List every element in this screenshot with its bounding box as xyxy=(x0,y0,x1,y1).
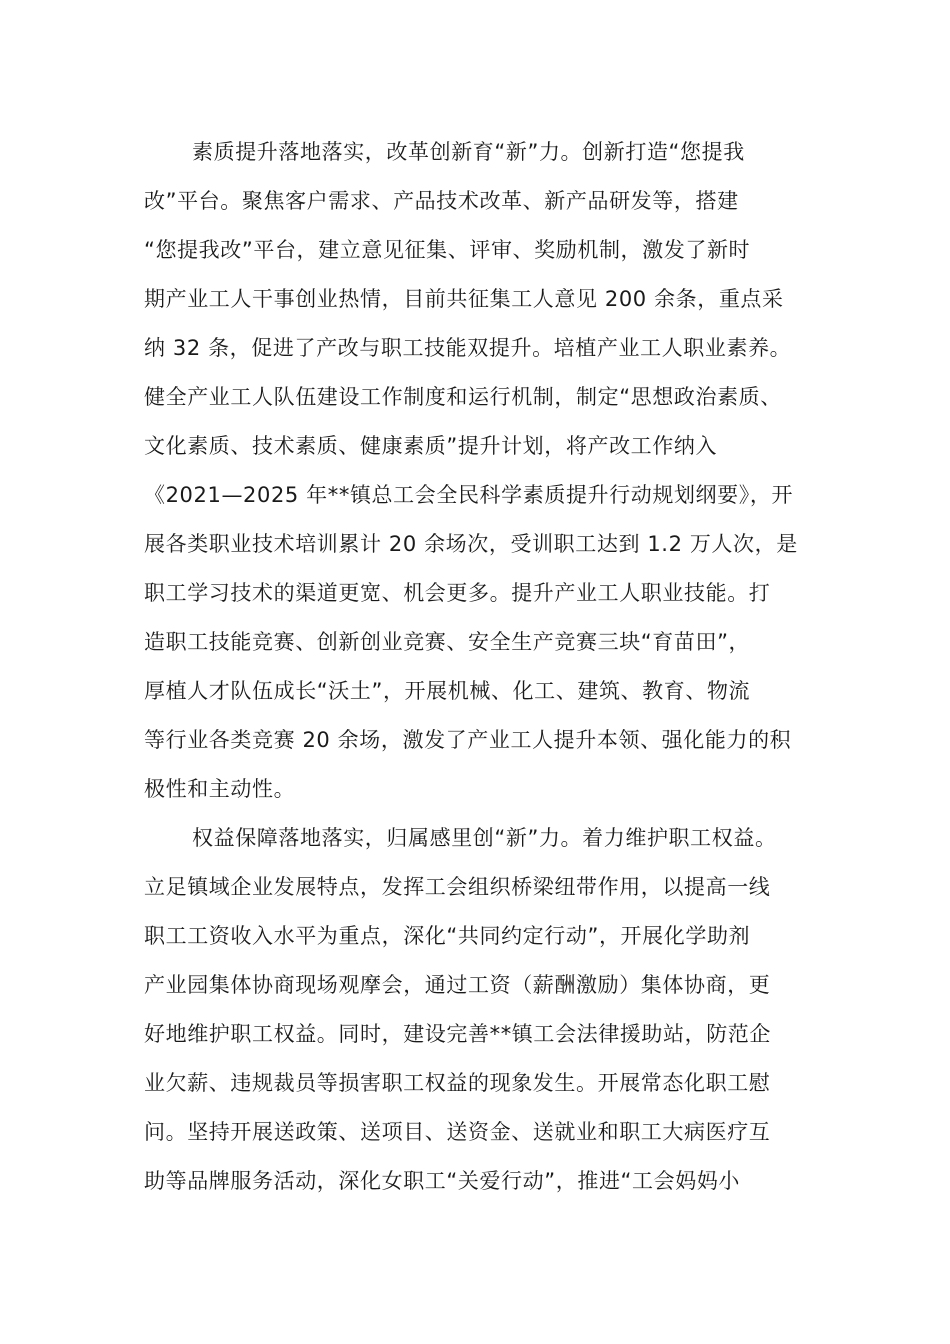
paragraph-1-line-14: 极性和主动性。 xyxy=(144,777,296,801)
paragraph-2-line-7: 问。坚持开展送政策、送项目、送资金、送就业和职工大病医疗互 xyxy=(144,1120,771,1144)
paragraph-1-line-11: 造职工技能竞赛、创新创业竞赛、安全生产竞赛三块“育苗田”， xyxy=(144,630,751,654)
paragraph-1-line-13: 等行业各类竞赛 20 余场，激发了产业工人提升本领、强化能力的积 xyxy=(144,728,792,752)
paragraph-1-line-8: 《2021—2025 年**镇总工会全民科学素质提升行动规划纲要》，开 xyxy=(144,483,794,507)
paragraph-2-line-8: 助等品牌服务活动，深化女职工“关爱行动”，推进“工会妈妈小 xyxy=(144,1169,741,1193)
paragraph-1-line-6: 健全产业工人队伍建设工作制度和运行机制，制定“思想政治素质、 xyxy=(144,385,782,409)
paragraph-1-line-12: 厚植人才队伍成长“沃土”，开展机械、化工、建筑、教育、物流 xyxy=(144,679,751,703)
paragraph-1-line-10: 职工学习技术的渠道更宽、机会更多。提升产业工人职业技能。打 xyxy=(144,581,771,605)
paragraph-1-line-3: “您提我改”平台，建立意见征集、评审、奖励机制，激发了新时 xyxy=(144,238,751,262)
paragraph-1-line-2: 改”平台。聚焦客户需求、产品技术改革、新产品研发等，搭建 xyxy=(144,189,739,213)
paragraph-2-line-5: 好地维护职工权益。同时，建设完善**镇工会法律援助站，防范企 xyxy=(144,1022,771,1046)
paragraph-1-line-4: 期产业工人干事创业热情，目前共征集工人意见 200 余条，重点采 xyxy=(144,287,784,311)
paragraph-1-line-5: 纳 32 条，促进了产改与职工技能双提升。培植产业工人职业素养。 xyxy=(144,336,792,360)
paragraph-2-line-1: 权益保障落地落实，归属感里创“新”力。着力维护职工权益。 xyxy=(192,826,777,850)
paragraph-2-line-3: 职工工资收入水平为重点，深化“共同约定行动”，开展化学助剂 xyxy=(144,924,751,948)
paragraph-1-line-7: 文化素质、技术素质、健康素质”提升计划，将产改工作纳入 xyxy=(144,434,718,458)
paragraph-1-line-1: 素质提升落地落实，改革创新育“新”力。创新打造“您提我 xyxy=(192,140,745,164)
paragraph-1-line-9: 展各类职业技术培训累计 20 余场次，受训职工达到 1.2 万人次，是 xyxy=(144,532,798,556)
paragraph-2-line-6: 业欠薪、违规裁员等损害职工权益的现象发生。开展常态化职工慰 xyxy=(144,1071,771,1095)
paragraph-2-line-2: 立足镇域企业发展特点，发挥工会组织桥梁纽带作用，以提高一线 xyxy=(144,875,771,899)
paragraph-2-line-4: 产业园集体协商现场观摩会，通过工资（薪酬激励）集体协商，更 xyxy=(144,973,771,997)
